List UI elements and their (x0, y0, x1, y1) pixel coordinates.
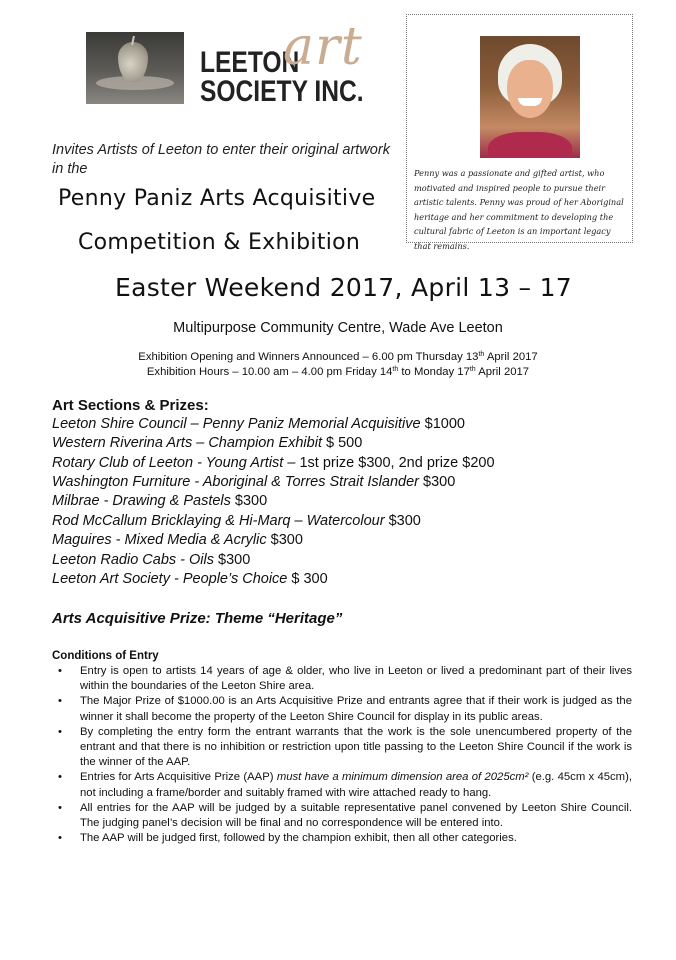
intro-text: Invites Artists of Leeton to enter their original artwork in the (52, 142, 390, 177)
bullet-icon: • (58, 725, 62, 738)
bullet-icon: • (58, 665, 62, 677)
event-title-line2: Competition & Exhibition (78, 230, 361, 255)
prize-item: Rod McCallum Bricklaying & Hi-Marq – Watercolour $300 (52, 513, 421, 529)
event-date-title: Easter Weekend 2017, April 13 – 17 (115, 273, 573, 302)
prize-item: Milbrae - Drawing & Pastels $300 (52, 493, 268, 509)
prize-item: Leeton Shire Council – Penny Paniz Memorial Acquisitive $1000 (52, 416, 465, 432)
hours-info: Exhibition Hours – 10.00 am – 4.00 pm Friday 14th to Monday 17th April 2017 (146, 366, 530, 378)
condition-item: • The AAP will be judged first, followed by the champion exhibit, then all other categories. (52, 831, 632, 846)
logo-society-text: SOCIETY INC. (200, 75, 364, 108)
prize-item: Rotary Club of Leeton - Young Artist – 1st prize $300, 2nd prize $200 (52, 455, 495, 471)
sections-heading: Art Sections & Prizes: (52, 397, 209, 414)
bullet-icon: • (58, 801, 62, 814)
condition-item: • Entries for Arts Acquisitive Prize (AAP) must have a minimum dimension area of 2025cm² (e.g. 45cm x 45cm), not including a frame/border and suitably framed with wire attached ready to hang. (58, 771, 632, 799)
bullet-icon: • (58, 695, 62, 708)
prize-item: Washington Furniture - Aboriginal & Torres Strait Islander $300 (52, 474, 456, 490)
prize-item: Western Riverina Arts – Champion Exhibit $ 500 (52, 435, 363, 451)
prize-item: Leeton Radio Cabs - Oils $300 (52, 552, 251, 568)
opening-info: Exhibition Opening and Winners Announced – 6.00 pm Thursday 13th April 2017 (138, 351, 538, 363)
conditions-list (52, 664, 632, 846)
logo-leeton-text: LEETON (200, 46, 300, 79)
condition-item: • All entries for the AAP will be judged by a suitable representative panel convened by Leeton Shire Council. The judging panel’s decision will be final and no correspondence will be entered into. (58, 801, 632, 830)
logo-art-script: art (283, 17, 363, 77)
bullet-icon: • (58, 832, 62, 845)
conditions-heading: Conditions of Entry (52, 650, 159, 662)
condition-item: • The Major Prize of $1000.00 is an Arts Acquisitive Prize and entrants agree that if their work is judged as the winner it shall become the property of the Leeton Shire Council for display in its public areas. (58, 695, 632, 723)
bullet-icon: • (58, 771, 62, 784)
logo-pear-photo (86, 32, 184, 104)
venue-text: Multipurpose Community Centre, Wade Ave Leeton (173, 320, 503, 336)
portrait-photo (480, 36, 580, 158)
condition-item: • Entry is open to artists 14 years of age & older, who live in Leeton or lived a predominant part of their lives within the boundaries of the Leeton Shire area. (58, 665, 632, 693)
event-title-line1: Penny Paniz Arts Acquisitive (58, 186, 376, 211)
prize-item: Leeton Art Society - People’s Choice $ 300 (52, 571, 328, 587)
portrait-caption: Penny was a passionate and gifted artist, who motivated and inspired people to pursue their artistic talents. Penny was proud of her Aboriginal heritage and her commitment to developing the cultural fabric of Leeton is an important legacy that remains. (414, 168, 624, 251)
condition-item: • By completing the entry form the entrant warrants that the work is the sole unencumbered property of the entrant and that there is no inhibition or restriction upon title passing to the Leeton Shire Council if the work is the winner of the AAP. (58, 725, 632, 769)
prize-item: Maguires - Mixed Media & Acrylic $300 (52, 532, 303, 548)
theme-heading: Arts Acquisitive Prize: Theme “Heritage” (52, 610, 343, 627)
